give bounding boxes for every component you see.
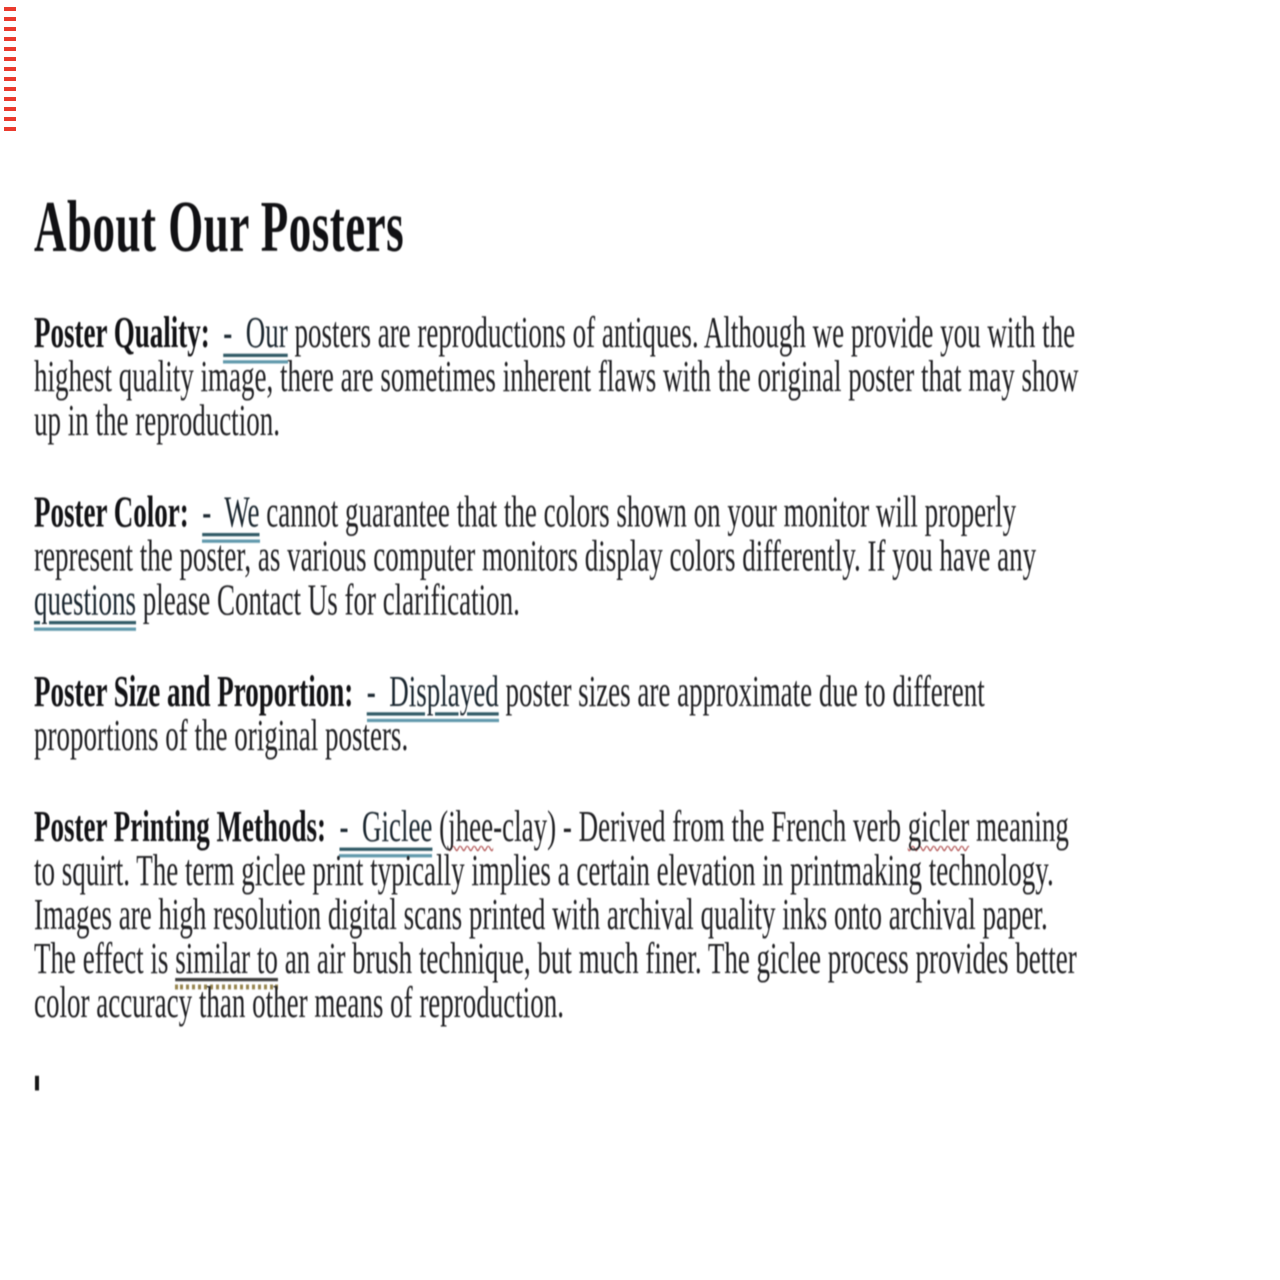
- body-text: poster sizes are approximate due to different: [498, 666, 985, 716]
- bold-label: Poster Color:: [34, 487, 189, 537]
- body-text: color accuracy than other means of reproduction.: [34, 978, 565, 1027]
- body-text: please Contact Us for clarification.: [136, 575, 520, 625]
- paragraph-poster-quality: [34, 308, 1280, 445]
- spacer: [210, 308, 224, 357]
- paragraphs: [34, 308, 1280, 1027]
- body-text: Images are high resolution digital scans printed with archival quality inks onto archival paper.: [34, 889, 1048, 939]
- text-line: [34, 308, 1280, 357]
- body-text: posters are reproductions of antiques. Although we provide you with the: [287, 308, 1076, 357]
- text-line: [34, 801, 1280, 851]
- body-text: up in the reproduction.: [34, 396, 280, 445]
- stray-tick-mark: [35, 1076, 39, 1091]
- body-text: -clay) - Derived from the French verb: [493, 801, 908, 851]
- body-text: (: [432, 801, 449, 851]
- paragraph-poster-printing-methods: [34, 801, 1280, 1027]
- spellcheck-marked-word: jhee: [448, 801, 494, 851]
- spacer: [189, 487, 203, 536]
- body-text: cannot guarantee that the colors shown on your monitor will properly: [259, 487, 1017, 537]
- underlined-text: - Our: [223, 308, 287, 363]
- body-text: to squirt. The term giclee print typically implies a certain elevation in printmaking technology.: [34, 845, 1054, 895]
- bold-label: Poster Printing Methods:: [34, 801, 326, 851]
- body-text: meaning: [969, 801, 1069, 851]
- text-line: [34, 933, 1280, 983]
- text-line: [34, 845, 1280, 895]
- text-line: [34, 710, 1280, 760]
- text-line: [34, 487, 1280, 537]
- bold-label: Poster Quality:: [34, 308, 210, 357]
- grammar-marked-phrase: similar to: [175, 934, 278, 989]
- text-line: [34, 396, 1280, 445]
- body-text: The effect is: [34, 933, 176, 983]
- underlined-text: - We: [202, 487, 259, 542]
- spacer: [326, 802, 340, 851]
- text-line: [34, 666, 1280, 716]
- text-line: [34, 889, 1280, 939]
- body-text: represent the poster, as various computer monitors display colors differently. If you have any: [34, 531, 1037, 581]
- paragraph-poster-color: [34, 487, 1280, 625]
- text-line: [34, 575, 1280, 625]
- body-text: proportions of the original posters.: [34, 710, 409, 760]
- text-line: [34, 352, 1280, 401]
- body-text: an air brush technique, but much finer. The giclee process provides better: [277, 933, 1077, 983]
- underlined-text: - Giclee: [339, 802, 432, 857]
- spacer: [353, 667, 367, 716]
- underlined-text: questions: [34, 575, 136, 630]
- page-title: About Our Posters: [34, 185, 405, 268]
- paragraph-poster-size-and-proportion: [34, 666, 1280, 760]
- spellcheck-marked-word: gicler: [907, 801, 970, 851]
- bold-label: Poster Size and Proportion:: [34, 666, 354, 716]
- underlined-text: - Displayed: [367, 667, 499, 722]
- text-line: [34, 531, 1280, 581]
- text-line: [34, 978, 1280, 1027]
- body-text: highest quality image, there are sometimes inherent flaws with the original poster that may show: [34, 352, 1079, 401]
